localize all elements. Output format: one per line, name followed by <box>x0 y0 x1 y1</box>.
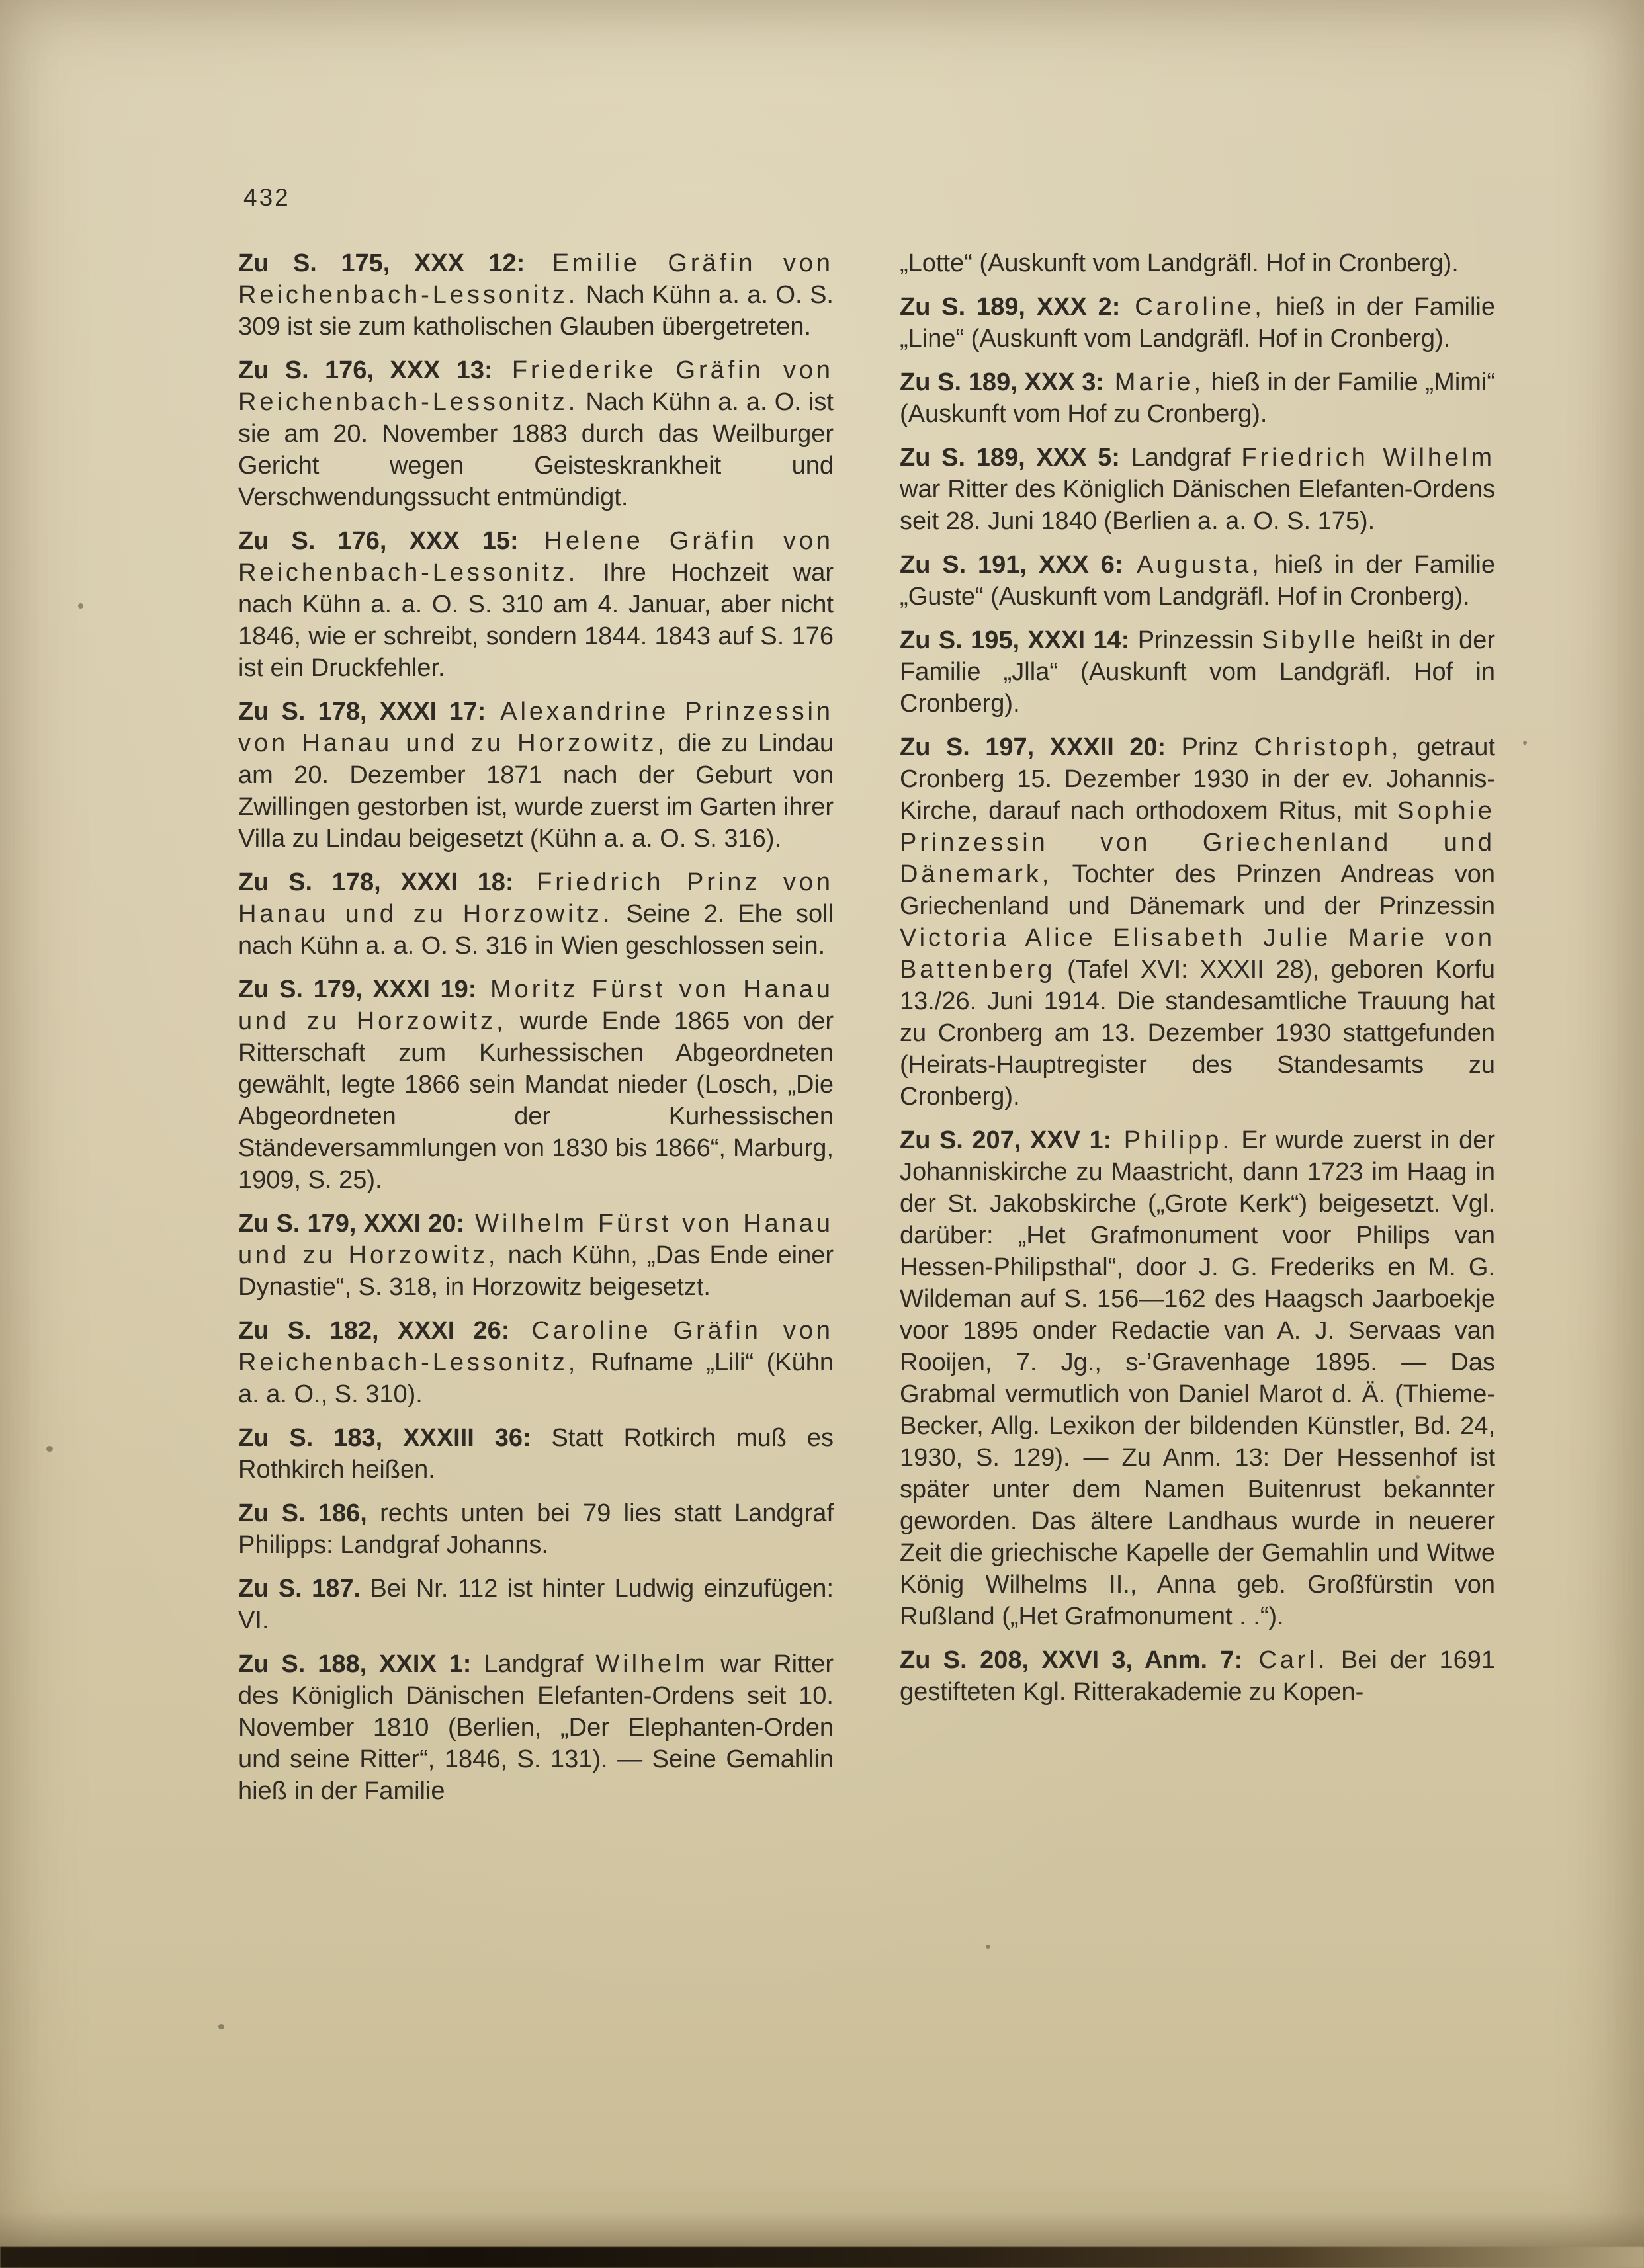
page-number: 432 <box>243 184 290 211</box>
paper-speck <box>78 603 83 609</box>
annotation-entry <box>900 442 1495 537</box>
entry-text: Bei der 1691 gestifteten Kgl. Ritterakademie zu Kopen- <box>900 1646 1495 1706</box>
entry-text: hieß in der Familie „Line“ (Auskunft vom Landgräfl. Hof in Cronberg). <box>900 293 1495 353</box>
entry-name-spaced: Victoria Alice Elisabeth Julie Marie von Battenberg <box>900 924 1495 984</box>
scan-bottom-shadow <box>0 2212 1644 2249</box>
annotation-entry <box>238 247 834 343</box>
annotation-entry <box>238 696 834 855</box>
annotation-entry <box>900 1644 1495 1708</box>
paper-speck <box>218 2024 224 2029</box>
annotation-entry <box>900 732 1495 1113</box>
entry-lead: Zu S. 189, XXX 5: <box>900 444 1120 472</box>
entry-lead: Zu S. 175, XXX 12: <box>238 249 525 277</box>
paper-speck <box>1523 741 1527 745</box>
entry-lead: Zu S. 182, XXXI 26: <box>238 1317 510 1345</box>
entry-lead: Zu S. 178, XXXI 17: <box>238 698 486 726</box>
entry-text: Bei Nr. 112 ist hinter Ludwig einzufügen: VI. <box>238 1575 834 1634</box>
entry-text: hieß in der Familie „Guste“ (Auskunft vom Landgräfl. Hof in Cronberg). <box>900 551 1496 610</box>
entry-name-spaced: Friedrich Prinz von Hanau und zu Horzowitz. <box>238 868 834 928</box>
entry-name-spaced: Philipp. <box>1111 1126 1233 1154</box>
entry-name-spaced: Alexandrine Prinzessin von Hanau und zu Horzowitz, <box>238 698 834 757</box>
entry-text: Prinzessin <box>1129 626 1262 654</box>
entry-name-spaced: Sibylle <box>1262 626 1359 654</box>
entry-lead: Zu S. 195, XXXI 14: <box>900 626 1130 654</box>
annotation-entry <box>900 291 1495 355</box>
entry-text: rechts unten bei 79 lies statt Landgraf Philipps: Landgraf Johanns. <box>238 1499 834 1559</box>
entry-name-spaced: Caroline, <box>1120 293 1265 321</box>
entry-lead: Zu S. 191, XXX 6: <box>900 551 1123 579</box>
annotation-entry <box>238 1315 834 1410</box>
annotation-entry <box>238 525 834 684</box>
entry-name-spaced: Wilhelm Fürst von Hanau und zu Horzowitz, <box>238 1210 834 1269</box>
entry-name-spaced: Carl. <box>1242 1646 1328 1674</box>
entry-name-spaced: Helene Gräfin von Reichenbach-Lessonitz. <box>238 527 834 587</box>
entry-text: wurde Ende 1865 von der Ritterschaft zum Kurhessischen Abgeordneten gewählt, legte 1866 sein Mandat nieder (Losch, „Die Abgeordneten der Kurhessischen Ständeversammlungen von 1830 bis 1866“, Marburg, 1909, S. 25). <box>238 1007 834 1194</box>
paper-speck <box>46 1446 53 1452</box>
entry-lead: Zu S. 183, XXXIII 36: <box>238 1424 531 1452</box>
entry-lead: Zu S. 179, XXXI 19: <box>238 976 477 1003</box>
annotation-entry <box>900 366 1495 430</box>
entry-lead: Zu S. 179, XXXI 20: <box>238 1210 465 1238</box>
entry-lead: Zu S. 189, XXX 2: <box>900 293 1121 321</box>
text-columns <box>238 247 1495 1819</box>
entry-lead: Zu S. 197, XXXII 20: <box>900 734 1166 761</box>
entry-text: Nach Kühn a. a. O. S. 309 ist sie zum katholischen Glauben übergetreten. <box>238 281 834 341</box>
entry-lead: Zu S. 208, XXVI 3, Anm. 7: <box>900 1646 1243 1674</box>
entry-text: Ihre Hochzeit war nach Kühn a. a. O. S. 310 am 4. Januar, aber nicht 1846, wie er schreibt, sondern 1844. 1843 auf S. 176 ist ein Druckfehler. <box>238 559 834 682</box>
entry-lead: Zu S. 188, XXIX 1: <box>238 1650 472 1678</box>
entry-name-spaced: Friedrich Wilhelm <box>1241 444 1495 472</box>
entry-text: (Tafel XVI: XXXII 28), geboren Korfu 13./26. Juni 1914. Die standesamtliche Trauung hat zu Cronberg am 13. Dezember 1930 stattgefunden (Heirats-Hauptregister des Standesamts zu Cronberg). <box>900 956 1495 1111</box>
entry-lead: Zu S. 176, XXX 13: <box>238 357 493 384</box>
annotation-entry <box>238 1573 834 1636</box>
annotation-entry <box>238 1208 834 1303</box>
annotation-entry <box>238 866 834 962</box>
entry-lead: Zu S. 187. <box>238 1575 361 1603</box>
entry-text: „Lotte“ (Auskunft vom Landgräfl. Hof in Cronberg). <box>900 249 1459 277</box>
annotation-entry <box>900 1124 1495 1632</box>
entry-text: Nach Kühn a. a. O. ist sie am 20. November 1883 durch das Weilburger Gericht wegen Geisteskrankheit und Verschwendungssucht entmündigt. <box>238 388 834 511</box>
entry-text: Seine 2. Ehe soll nach Kühn a. a. O. S. 316 in Wien geschlossen sein. <box>238 900 834 960</box>
annotation-entry <box>238 1422 834 1486</box>
entry-text: hieß in der Familie „Mimi“ (Auskunft vom Hof zu Cronberg). <box>900 368 1496 428</box>
entry-text: Landgraf <box>471 1650 596 1678</box>
entry-text: heißt in der Familie „Jlla“ (Auskunft vom Landgräfl. Hof in Cronberg). <box>900 626 1495 718</box>
entry-name-spaced: Christoph, <box>1254 734 1402 761</box>
annotation-entry <box>900 624 1495 720</box>
entry-name-spaced: Augusta, <box>1123 551 1262 579</box>
entry-name-spaced: Friederike Gräfin von Reichenbach-Lessonitz. <box>238 357 834 416</box>
entry-lead: Zu S. 178, XXXI 18: <box>238 868 514 896</box>
entry-text: Tochter des Prinzen Andreas von Griechenland und Dänemark und der Prinzessin <box>900 861 1495 920</box>
entry-text: war Ritter des Königlich Dänischen Elefanten-Ordens seit 10. November 1810 (Berlien, „Der Elephanten-Orden und seine Ritter“, 1846, S. 131). — Seine Gemahlin hieß in der Familie <box>238 1650 834 1805</box>
column-right <box>900 247 1495 1819</box>
column-left <box>238 247 834 1819</box>
annotation-entry <box>900 549 1495 612</box>
entry-text: nach Kühn, „Das Ende einer Dynastie“, S. 318, in Horzowitz beigesetzt. <box>238 1241 834 1301</box>
entry-text: Er wurde zuerst in der Johanniskirche zu Maastricht, dann 1723 im Haag in der St. Jakobskirche („Grote Kerk“) beigesetzt. Vgl. darüber: „Het Grafmonument voor Philips van Hessen-Philipsthal“, door J. G. Frederiks en M. G. Wildeman auf S. 156—162 des Haagsch Jaarboekje voor 1895 onder Redactie van A. J. Servaas van Rooijen, 7. Jg., s-’Gravenhage 1895. — Das Grabmal vermutlich von Daniel Marot d. Ä. (Thieme-Becker, Allg. Lexikon der bildenden Künstler, Bd. 24, 1930, S. 129). — Zu Anm. 13: Der Hessenhof ist später unter dem Namen Buitenrust bekannter geworden. Das ältere Landhaus wurde in neuerer Zeit die griechische Kapelle der Gemahlin und Witwe König Wilhelms II., Anna geb. Großfürstin von Rußland („Het Grafmonument . .“). <box>900 1126 1496 1630</box>
entry-name-spaced: Sophie Prinzessin von Griechenland und Dänemark, <box>900 797 1495 888</box>
annotation-entry <box>238 974 834 1196</box>
entry-name-spaced: Caroline Gräfin von Reichenbach-Lessonitz, <box>238 1317 834 1376</box>
entry-name-spaced: Marie, <box>1104 368 1204 396</box>
entry-name-spaced: Emilie Gräfin von Reichenbach-Lessonitz. <box>238 249 834 309</box>
entry-lead: Zu S. 207, XXV 1: <box>900 1126 1112 1154</box>
entry-text: die zu Lindau am 20. Dezember 1871 nach der Geburt von Zwillingen gestorben ist, wurde zuerst im Garten ihrer Villa zu Lindau beigesetzt (Kühn a. a. O. S. 316). <box>238 730 834 853</box>
annotation-entry <box>900 247 1495 279</box>
entry-text: Prinz <box>1166 734 1254 761</box>
entry-text: war Ritter des Königlich Dänischen Elefanten-Ordens seit 28. Juni 1840 (Berlien a. a. O. S. 175). <box>900 476 1495 535</box>
entry-name-spaced: Wilhelm <box>595 1650 709 1678</box>
entry-text: getraut Cronberg 15. Dezember 1930 in der ev. Johannis-Kirche, darauf nach orthodoxem Ritus, mit <box>900 734 1495 825</box>
entry-text: Landgraf <box>1119 444 1242 472</box>
paper-speck <box>986 1945 990 1949</box>
annotation-entry <box>238 355 834 513</box>
entry-text: Rufname „Lili“ (Kühn a. a. O., S. 310). <box>238 1349 834 1408</box>
annotation-entry <box>238 1497 834 1561</box>
entry-lead: Zu S. 176, XXX 15: <box>238 527 519 555</box>
entry-name-spaced: Moritz Fürst von Hanau und zu Horzowitz, <box>238 976 834 1035</box>
scan-bottom-edge <box>0 2247 1644 2268</box>
entry-lead: Zu S. 189, XXX 3: <box>900 368 1105 396</box>
entry-text: Statt Rotkirch muß es Rothkirch heißen. <box>238 1424 834 1484</box>
entry-lead: Zu S. 186, <box>238 1499 367 1527</box>
annotation-entry <box>238 1648 834 1807</box>
